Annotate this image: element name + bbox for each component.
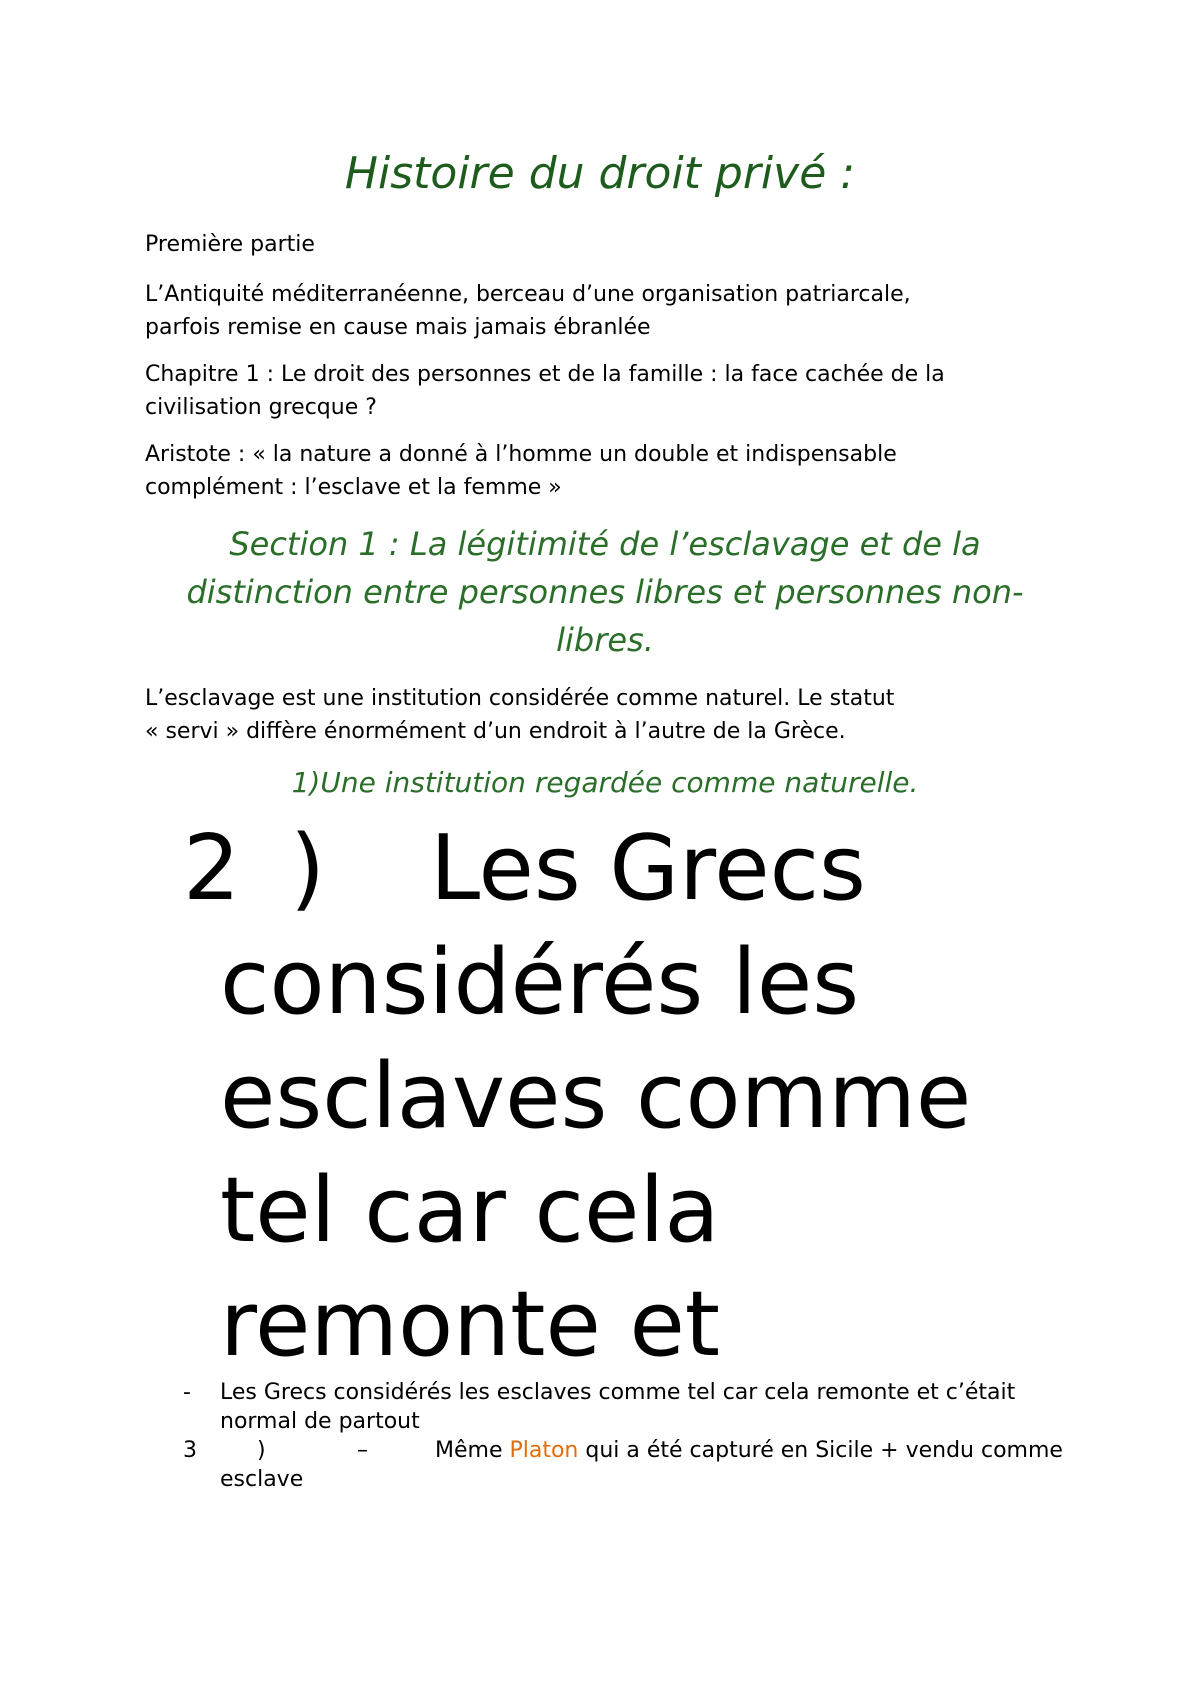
bullet-marker: - bbox=[183, 1380, 191, 1405]
aristote-quote bbox=[145, 438, 1065, 504]
large-item-text: Les Grecs considérés les esclaves comme tel car cela remonte et bbox=[220, 816, 972, 1377]
chapter-heading bbox=[145, 358, 1065, 424]
bullet-list-item bbox=[145, 1378, 1065, 1436]
intro-line-1: L’Antiquité méditerranéenne, berceau d’une organisation patriarcale, bbox=[145, 282, 911, 307]
platon-highlight: Platon bbox=[509, 1438, 579, 1463]
item-3-text bbox=[145, 1436, 1065, 1494]
chapter-line-1: Chapitre 1 : Le droit des personnes et de la famille : la face cachée de la bbox=[145, 362, 945, 387]
section-para-line-2: « servi » diffère énormément d’un endroit à l’autre de la Grèce. bbox=[145, 719, 846, 744]
intro-paragraph bbox=[145, 278, 1065, 344]
large-list-item bbox=[145, 812, 1065, 1382]
section-para-line-1: L’esclavage est une institution considérée comme naturel. Le statut bbox=[145, 686, 895, 711]
large-item-number: 2 bbox=[183, 816, 241, 921]
section-paragraph bbox=[145, 682, 1065, 748]
section-heading: Section 1 : La légitimité de l’esclavage et de la distinction entre personnes libres et personnes non-libres. bbox=[186, 525, 1024, 659]
item-3-dash: – bbox=[357, 1438, 368, 1463]
item-3-paren: ) bbox=[257, 1438, 266, 1463]
document-title: Histoire du droit privé : bbox=[344, 148, 856, 199]
item-3-text-after: qui a été capturé en Sicile + vendu comme esclave bbox=[220, 1438, 1063, 1492]
part-heading: Première partie bbox=[145, 232, 315, 257]
item-3-text-before: Même bbox=[435, 1438, 510, 1463]
intro-line-2: parfois remise en cause mais jamais ébranlée bbox=[145, 315, 651, 340]
item-3-number: 3 bbox=[183, 1438, 197, 1463]
bullet-item-text: Les Grecs considérés les esclaves comme tel car cela remonte et c’était normal de partout bbox=[220, 1380, 1016, 1434]
quote-line-1: Aristote : « la nature a donné à l’homme un double et indispensable bbox=[145, 442, 897, 467]
subsection-heading: 1)Une institution regardée comme naturelle. bbox=[291, 766, 919, 799]
large-item-paren: ) bbox=[290, 816, 326, 921]
numbered-list-item-3 bbox=[145, 1436, 1065, 1494]
quote-line-2: complément : l’esclave et la femme » bbox=[145, 475, 562, 500]
chapter-line-2: civilisation grecque ? bbox=[145, 395, 377, 420]
